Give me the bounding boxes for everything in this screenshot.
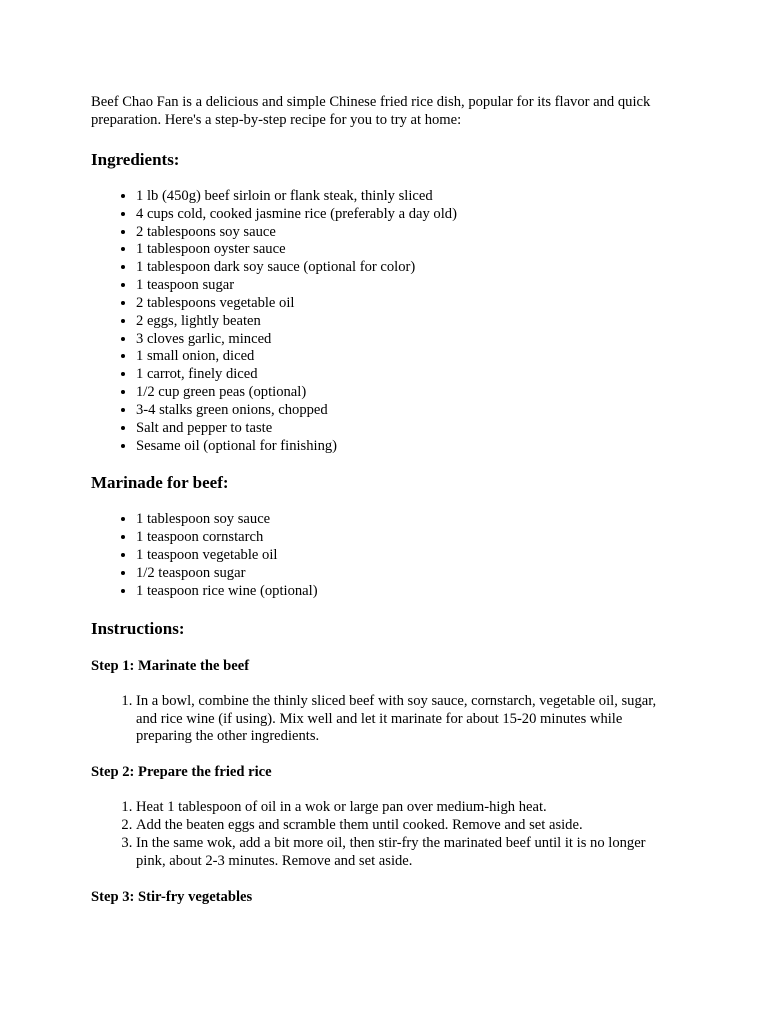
step-item: 1. In a bowl, combine the thinly sliced beef with soy sauce, cornstarch, vegetable oil, sugar, and rice wine (if using). Mix well and let it marinate for about 15-20 minutes while preparing the other ingredients. — [136, 693, 678, 747]
step2-list — [91, 799, 678, 870]
step1-heading: Step 1: Marinate the beef — [91, 657, 250, 674]
marinade-item: • 1 teaspoon rice wine (optional) — [136, 583, 678, 601]
ingredient-item: • 2 tablespoons soy sauce — [136, 224, 678, 242]
marinade-list — [91, 511, 678, 600]
intro-paragraph: Beef Chao Fan is a delicious and simple Chinese fried rice dish, popular for its flavor and quick preparation. Here's a step-by-step recipe for you to try at home: — [91, 94, 651, 128]
ingredient-item: • 1 tablespoon dark soy sauce (optional for color) — [136, 259, 678, 277]
ingredient-item: • 1 lb (450g) beef sirloin or flank steak, thinly sliced — [136, 188, 678, 206]
ingredient-item: • 1/2 cup green peas (optional) — [136, 384, 678, 402]
step1-list — [91, 693, 678, 747]
marinade-item: • 1 tablespoon soy sauce — [136, 511, 678, 529]
ingredients-list — [91, 188, 678, 456]
marinade-item: • 1 teaspoon cornstarch — [136, 529, 678, 547]
ingredient-item: • Salt and pepper to taste — [136, 420, 678, 438]
ingredients-heading: Ingredients: — [91, 149, 180, 169]
ingredient-item: • 4 cups cold, cooked jasmine rice (preferably a day old) — [136, 206, 678, 224]
ingredient-item: • 2 eggs, lightly beaten — [136, 313, 678, 331]
step-item: 3. In the same wok, add a bit more oil, then stir-fry the marinated beef until it is no longer pink, about 2-3 minutes. Remove and set aside. — [136, 835, 678, 871]
marinade-heading: Marinade for beef: — [91, 473, 229, 493]
step3-heading: Step 3: Stir-fry vegetables — [91, 888, 253, 905]
ingredient-item: • 1 tablespoon oyster sauce — [136, 241, 678, 259]
step-item: 1. Heat 1 tablespoon of oil in a wok or large pan over medium-high heat. — [136, 799, 678, 817]
ingredient-item: • 1 teaspoon sugar — [136, 277, 678, 295]
ingredient-item: • 3 cloves garlic, minced — [136, 331, 678, 349]
ingredient-item: • 1 carrot, finely diced — [136, 366, 678, 384]
ingredient-item: • Sesame oil (optional for finishing) — [136, 438, 678, 456]
marinade-item: • 1 teaspoon vegetable oil — [136, 547, 678, 565]
marinade-item: • 1/2 teaspoon sugar — [136, 565, 678, 583]
step2-heading: Step 2: Prepare the fried rice — [91, 764, 272, 781]
step-item: 2. Add the beaten eggs and scramble them until cooked. Remove and set aside. — [136, 817, 678, 835]
ingredient-item: • 1 small onion, diced — [136, 348, 678, 366]
ingredient-item: • 2 tablespoons vegetable oil — [136, 295, 678, 313]
instructions-heading: Instructions: — [91, 618, 185, 638]
ingredient-item: • 3-4 stalks green onions, chopped — [136, 402, 678, 420]
